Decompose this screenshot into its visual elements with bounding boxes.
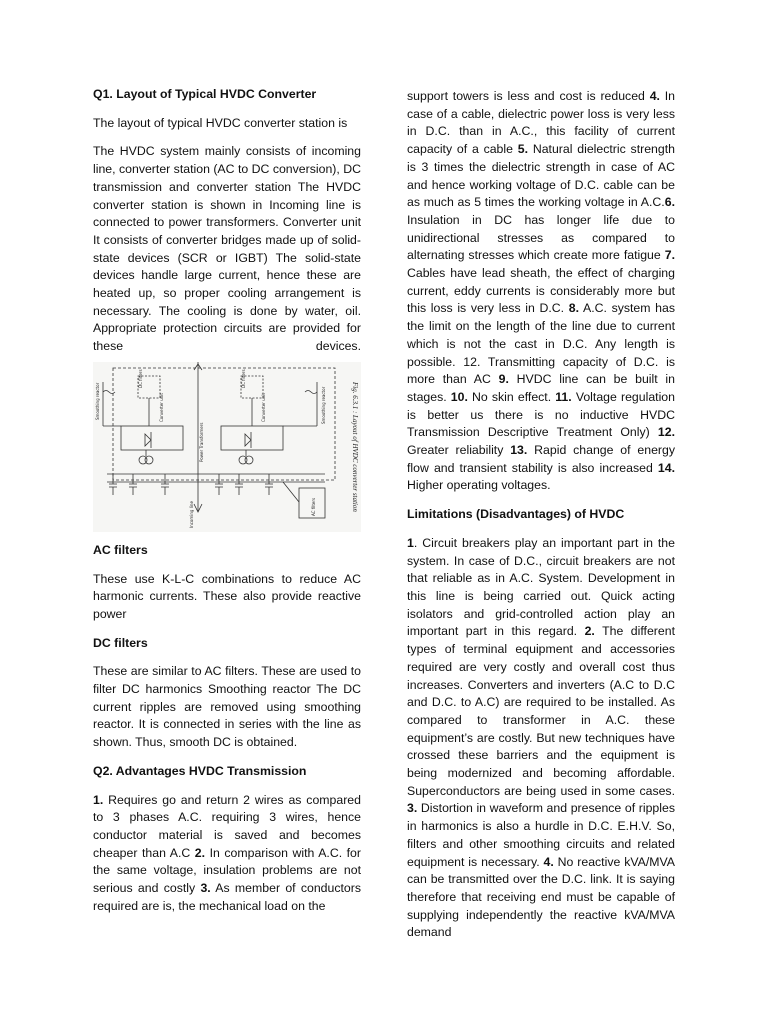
hvdc-layout-figure: [93, 362, 361, 532]
label-smoothing-reactor-right: Smoothing reactor: [321, 386, 326, 424]
figure-caption: Fig. 6.3.1 : Layout of HVDC converter station: [351, 381, 359, 512]
lim-text-1: . Circuit breakers play an important part in the system. In case of D.C., circuit breakers are not that reliable as in A.C. System. Development in this line is being carried out. Quick acting isolators and grid-controlled action play an important part in this regard.: [407, 535, 675, 639]
right-column: [407, 88, 675, 942]
adv-text-13: Rapid change of energy flow and transient stability is also increased: [407, 443, 675, 475]
hvdc-layout-diagram: [93, 362, 345, 532]
adv-num-5: 5.: [517, 142, 529, 157]
q2-text-1: Requires go and return 2 wires as compared to 3 phases A.C. requiring 3 wires, hence conductor material is saved and becomes cheaper than A.C: [93, 792, 361, 860]
lim-num-3: 3.: [407, 801, 418, 816]
adv-num-9: 9.: [498, 372, 509, 387]
adv-num-12: 12.: [657, 425, 675, 440]
adv-num-6: 6.: [664, 195, 675, 210]
label-power-transformers: Power Transformers: [199, 422, 204, 462]
lim-text-2: The different types of terminal equipment and accessories required are very costly and overall cost thus increases. Converters and inverters (A.C to D.C and D.C. to A.C) are required to be installed. As compared to transformer in A.C. these equipment’s are costly. But new techniques have crossed these barriers and the equipment is being modernized and becoming affordable. Superconductors are being used in some cases.: [407, 624, 676, 798]
adv-num-4: 4.: [649, 89, 660, 103]
label-converter-unit-right: Converter unit: [261, 392, 266, 422]
lim-num-4: 4.: [543, 854, 554, 869]
adv-num-13: 13.: [510, 443, 528, 458]
adv-text-8: A.C. system has the limit on the length of the line due to current which is not the cast in D.C. Any length is possible. 12. Transmitting capacity of D.C. is more than AC: [407, 301, 675, 387]
q2-text-2: In comparison with A.C. for the same voltage, insulation problems are not serious and costly: [93, 845, 361, 896]
q2-text-3: As member of conductors required are is, the mechanical load on the: [93, 881, 362, 913]
adv-num-8: 8.: [568, 301, 580, 316]
adv-text-12: Greater reliability: [407, 443, 511, 458]
q1-intro: The layout of typical HVDC converter station is: [93, 115, 348, 130]
adv-num-11: 11.: [555, 389, 572, 404]
limitations-body: [407, 535, 675, 942]
ac-filters-heading: AC filters: [93, 542, 148, 557]
limitations-heading: Limitations (Disadvantages) of HVDC: [407, 507, 625, 522]
advantages-continued: [407, 88, 675, 495]
lim-num-2: 2.: [584, 624, 595, 639]
lim-num-1: 1: [407, 535, 414, 550]
dc-filters-body: These are similar to AC filters. These are used to filter DC harmonics Smoothing reactor The DC current ripples are removed using smoothing reactor. It is connected in series with the line as shown. Thus, smooth DC is obtained.: [93, 664, 361, 750]
ac-filters-body: These use K-L-C combinations to reduce AC harmonic currents. These also provide reactive power: [93, 571, 361, 621]
label-incoming-line: Incoming line: [189, 500, 194, 528]
q1-body: The HVDC system mainly consists of incoming line, converter station (AC to DC conversion), DC transmission and converter station The HVDC converter station is shown in Incoming line is connected to power transformers. Converter unit It consists of converter bridges made up of solid-state devices (SCR or IGBT) The solid-state devices handle large current, hence these are heated up, so proper cooling arrangement is necessary. The cooling is done by water, oil. Appropriate protection circuits are provided for these devices.: [93, 144, 361, 354]
label-smoothing-reactor-left: Smoothing reactor: [95, 382, 100, 420]
adv-num-7: 7.: [664, 248, 675, 263]
dc-filters-heading: DC filters: [93, 635, 148, 650]
q2-num-2: 2.: [194, 845, 206, 860]
lim-text-4: No reactive kVA/MVA can be transmitted over the D.C. link. It is saying therefore that receiving end must be capable of supplying independently the reactive kVA/MVA demand: [407, 854, 675, 940]
q1-heading: Q1. Layout of Typical HVDC Converter: [93, 87, 317, 101]
label-dc-filters-right: DC filters: [241, 369, 246, 388]
q2-heading: Q2. Advantages HVDC Transmission: [93, 763, 307, 778]
left-column: [93, 86, 361, 916]
adv-text-6: Insulation in DC has longer life due to unidirectional stresses as compared to alternating stresses which create more fatigue: [407, 212, 675, 263]
adv-text-14: Higher operating voltages.: [407, 478, 551, 493]
adv-text-4: In case of a cable, dielectric power loss is very less in D.C. than in A.C., this facility of current capacity of a cable: [407, 89, 675, 157]
adv-num-14: 14.: [657, 460, 675, 475]
adv-text-11: Voltage regulation is better us there is no inductive HVDC Transmission Descriptive Treatment Only): [407, 389, 675, 440]
adv-text-10: No skin effect.: [467, 389, 556, 404]
q2-body: [93, 792, 361, 916]
lim-text-3: Distortion in waveform and presence of ripples in harmonics is also a hurdle in D.C. E.H.V. So, filters and other smoothing circuits and related equipment is necessary.: [407, 801, 675, 869]
label-ac-filters: AC filters: [311, 497, 316, 516]
adv-num-10: 10.: [450, 389, 468, 404]
label-dc-filters-left: DC filters: [138, 369, 143, 388]
q2-num-1: 1.: [93, 792, 104, 807]
label-converter-unit-left: Converter unit: [159, 392, 164, 422]
adv-text-7: Cables have lead sheath, the effect of charging current, eddy currents is considerably more but this loss is very less in D.C.: [407, 266, 675, 316]
adv-text-5: Natural dielectric strength is 3 times the dielectric strength in case of AC and hence working voltage of D.C. cable can be as much as 5 times the working voltage in A.C.: [407, 142, 675, 210]
adv-text-0: support towers is less and cost is reduced: [407, 89, 650, 103]
adv-text-9: HVDC line can be built in stages.: [407, 372, 675, 404]
q2-num-3: 3.: [200, 881, 211, 896]
